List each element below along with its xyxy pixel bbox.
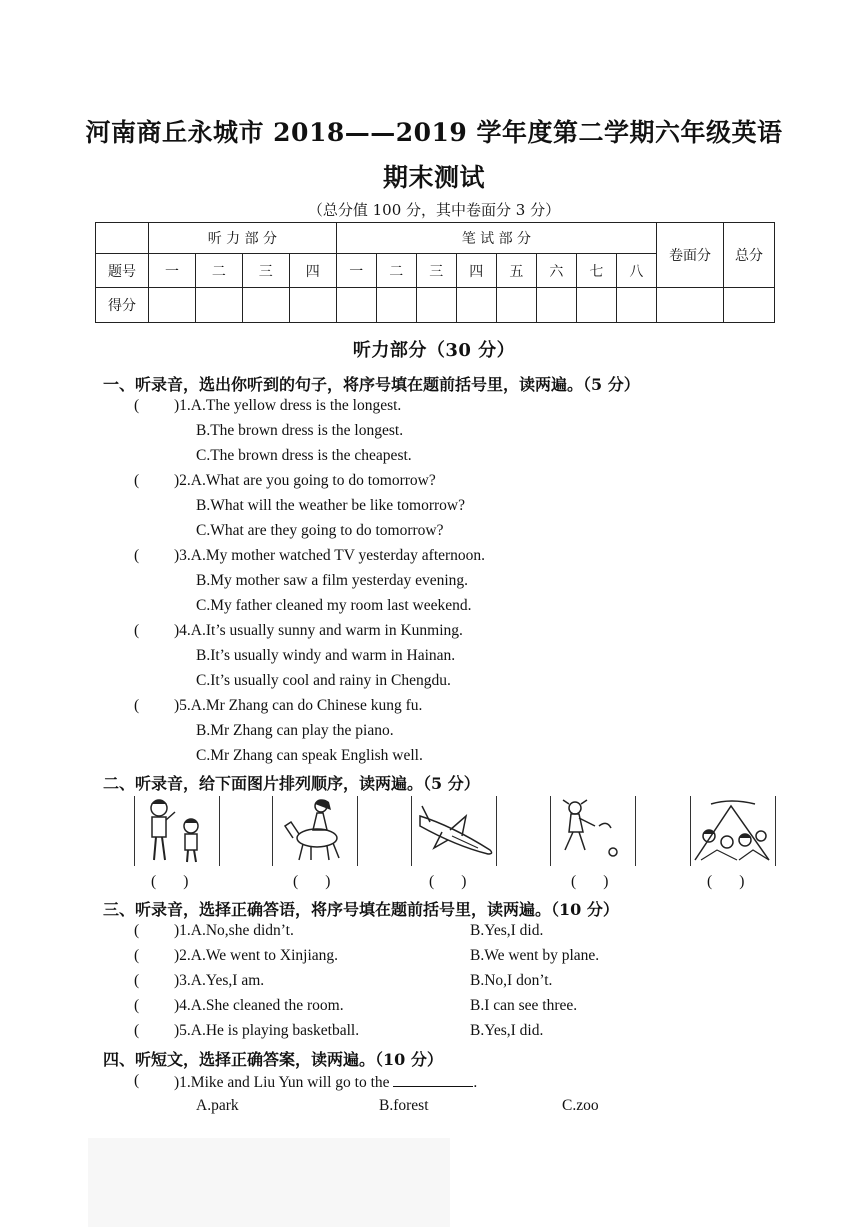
score-cell[interactable]: [149, 288, 196, 323]
section4-heading: 四、听短文，选择正确答案，读两遍。（10 分）: [103, 1050, 443, 1069]
answer-paren[interactable]: (: [134, 547, 140, 564]
score-cell[interactable]: [657, 288, 724, 323]
listening-header: 听 力 部 分: [149, 223, 337, 254]
col-writing-3: 三: [416, 254, 456, 288]
writing-header: 笔 试 部 分: [336, 223, 656, 254]
col-listening-3: 三: [242, 254, 289, 288]
score-cell[interactable]: [242, 288, 289, 323]
col-writing-4: 四: [456, 254, 496, 288]
row-label-number: 题号: [96, 254, 149, 288]
score-cell[interactable]: [195, 288, 242, 323]
s1-q3-b: B.My mother saw a film yesterday evening.: [196, 572, 469, 589]
s1-q3-a: )3.A.My mother watched TV yesterday afternoon.: [174, 547, 486, 564]
order-paren-3[interactable]: ( ): [429, 873, 467, 890]
answer-paren[interactable]: (: [134, 922, 140, 939]
neatness-header: 卷面分: [657, 223, 724, 288]
score-cell[interactable]: [289, 288, 336, 323]
answer-paren[interactable]: (: [134, 397, 140, 414]
answer-paren[interactable]: (: [134, 622, 140, 639]
col-listening-2: 二: [195, 254, 242, 288]
corner-cell: [96, 223, 149, 254]
scan-smudge: [88, 1138, 450, 1227]
order-paren-4[interactable]: ( ): [571, 873, 609, 890]
page-title: 河南商丘永城市 2018——2019 学年度第二学期六年级英语: [85, 118, 783, 147]
people-talking-icon: [134, 796, 220, 866]
page-title-line2: 期末测试: [382, 163, 485, 192]
s1-q5-a: )5.A.Mr Zhang can do Chinese kung fu.: [174, 697, 423, 714]
section1-heading: 一、听录音，选出你听到的句子，将序号填在题前括号里，读两遍。（5 分）: [103, 375, 640, 394]
s3-q3-b: B.No,I don’t.: [470, 972, 553, 989]
s1-q2-a: )2.A.What are you going to do tomorrow?: [174, 472, 436, 489]
section3-heading: 三、听录音，选择正确答语，将序号填在题前括号里，读两遍。（10 分）: [103, 900, 619, 919]
s1-q1-a: )1.A.The yellow dress is the longest.: [174, 397, 402, 414]
s3-q4-a: )4.A.She cleaned the room.: [174, 997, 344, 1014]
order-paren-1[interactable]: ( ): [151, 873, 189, 890]
s4-q1-option-b: B.forest: [379, 1097, 429, 1114]
horse-riding-icon: [272, 796, 358, 866]
s1-q5-c: C.Mr Zhang can speak English well.: [196, 747, 423, 764]
fill-blank[interactable]: [393, 1072, 473, 1087]
s4-q1-option-a: A.park: [196, 1097, 239, 1114]
score-cell[interactable]: [576, 288, 616, 323]
s1-q2-c: C.What are they going to do tomorrow?: [196, 522, 444, 539]
score-note: （总分值 100 分，其中卷面分 3 分）: [307, 201, 561, 219]
airplane-icon: [411, 796, 497, 866]
answer-paren[interactable]: (: [134, 697, 140, 714]
score-cell[interactable]: [456, 288, 496, 323]
s1-q1-b: B.The brown dress is the longest.: [196, 422, 404, 439]
s1-q4-a: )4.A.It’s usually sunny and warm in Kunming.: [174, 622, 463, 639]
s3-q2-a: )2.A.We went to Xinjiang.: [174, 947, 339, 964]
score-cell[interactable]: [376, 288, 416, 323]
col-writing-5: 五: [496, 254, 536, 288]
col-writing-1: 一: [336, 254, 376, 288]
score-cell[interactable]: [536, 288, 576, 323]
score-cell[interactable]: [336, 288, 376, 323]
answer-paren[interactable]: (: [134, 472, 140, 489]
col-writing-8: 八: [616, 254, 656, 288]
s1-q4-b: B.It’s usually windy and warm in Hainan.: [196, 647, 456, 664]
score-cell[interactable]: [616, 288, 656, 323]
s4-q1-option-c: C.zoo: [562, 1097, 599, 1114]
camping-tent-icon: [690, 796, 776, 866]
s4-q1-text: )1.Mike and Liu Yun will go to the: [174, 1074, 390, 1091]
s4-q1-end: .: [473, 1074, 478, 1091]
girl-playing-icon: [550, 796, 636, 866]
section2-heading: 二、听录音，给下面图片排列顺序，读两遍。（5 分）: [103, 774, 480, 793]
score-cell[interactable]: [724, 288, 775, 323]
s3-q2-b: B.We went by plane.: [470, 947, 600, 964]
s4-q1: [174, 1072, 477, 1092]
s1-q5-b: B.Mr Zhang can play the piano.: [196, 722, 394, 739]
answer-paren[interactable]: (: [134, 997, 140, 1014]
score-cell[interactable]: [496, 288, 536, 323]
answer-paren[interactable]: (: [134, 1072, 140, 1089]
s1-q4-c: C.It’s usually cool and rainy in Chengdu.: [196, 672, 451, 689]
listening-title: 听力部分（30 分）: [352, 340, 516, 361]
col-listening-4: 四: [289, 254, 336, 288]
col-writing-2: 二: [376, 254, 416, 288]
col-listening-1: 一: [149, 254, 196, 288]
col-writing-6: 六: [536, 254, 576, 288]
score-cell[interactable]: [416, 288, 456, 323]
row-label-score: 得分: [96, 288, 149, 323]
answer-paren[interactable]: (: [134, 947, 140, 964]
s3-q5-b: B.Yes,I did.: [470, 1022, 544, 1039]
s1-q1-c: C.The brown dress is the cheapest.: [196, 447, 412, 464]
score-table: [95, 222, 775, 323]
s3-q5-a: )5.A.He is playing basketball.: [174, 1022, 360, 1039]
s3-q3-a: )3.A.Yes,I am.: [174, 972, 265, 989]
s3-q1-a: )1.A.No,she didn’t.: [174, 922, 294, 939]
answer-paren[interactable]: (: [134, 972, 140, 989]
s1-q3-c: C.My father cleaned my room last weekend.: [196, 597, 472, 614]
answer-paren[interactable]: (: [134, 1022, 140, 1039]
col-writing-7: 七: [576, 254, 616, 288]
s1-q2-b: B.What will the weather be like tomorrow?: [196, 497, 466, 514]
s3-q4-b: B.I can see three.: [470, 997, 578, 1014]
order-paren-2[interactable]: ( ): [293, 873, 331, 890]
total-header: 总分: [724, 223, 775, 288]
order-paren-5[interactable]: ( ): [707, 873, 745, 890]
s3-q1-b: B.Yes,I did.: [470, 922, 544, 939]
